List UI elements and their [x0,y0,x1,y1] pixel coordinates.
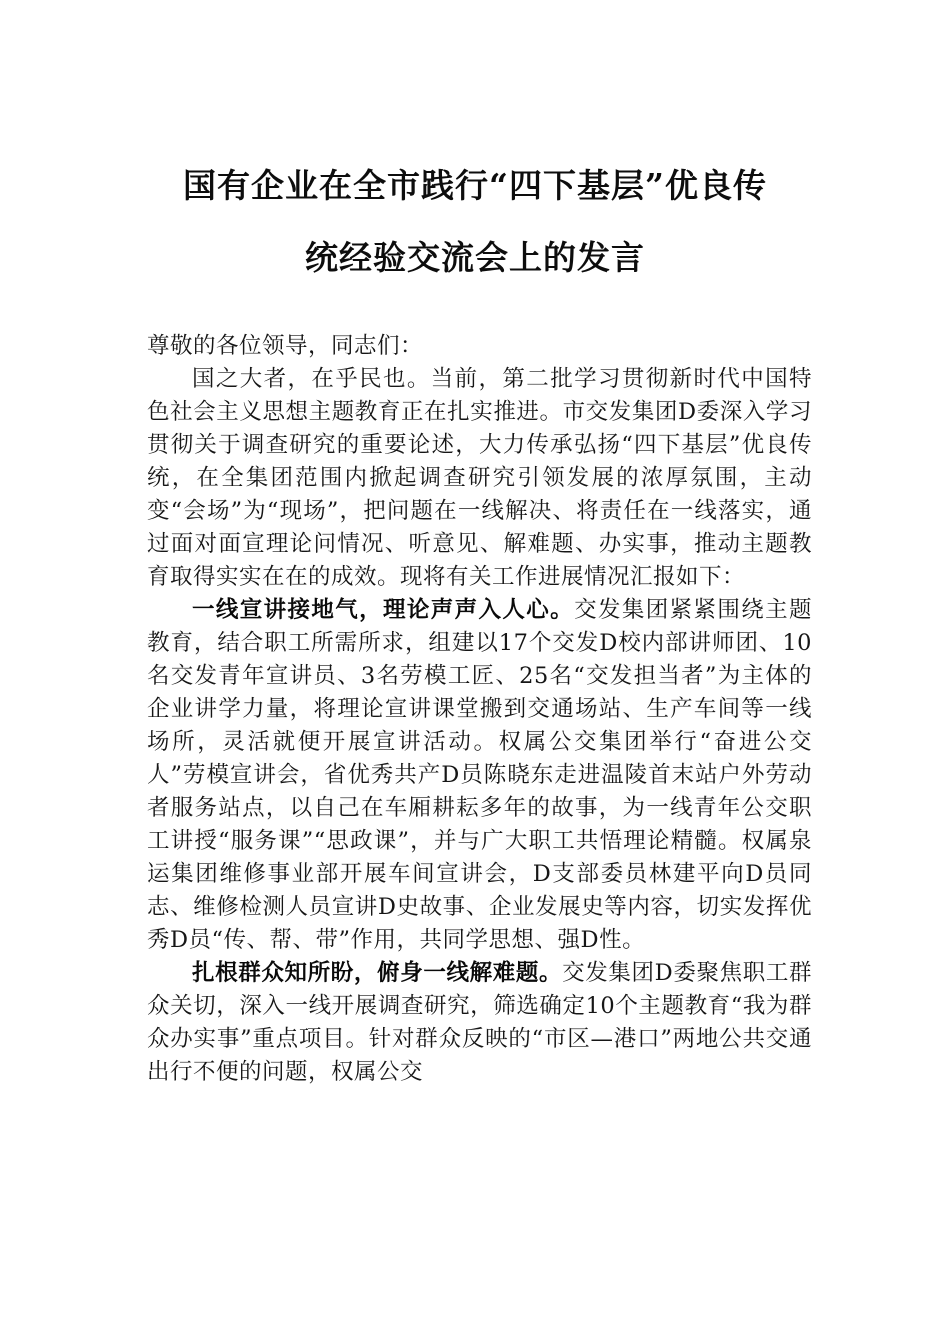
paragraph-grassroots-problems [147,957,812,1089]
paragraph-text: 国之大者，在乎民也。当前，第二批学习贯彻新时代中国特色社会主义思想主题教育正在扎实推进。市交发集团D委深入学习贯彻关于调查研究的重要论述，大力传承弘扬“四下基层”优良传统，在全集团范围内掀起调查研究引领发展的浓厚氛围，主动变“会场”为“现场”，把问题在一线解决、将责任在一线落实，通过面对面宣理论问情况、听意见、解难题、办实事，推动主题教育取得实实在在的成效。现将有关工作进展情况汇报如下： [147,366,812,590]
title-line-1: 国有企业在全市践行“四下基层”优良传 [183,166,767,205]
paragraph-text: 交发集团紧紧围绕主题教育，结合职工所需所求，组建以17个交发D校内部讲师团、10名交发青年宣讲员、3名劳模工匠、25名“交发担当者”为主体的企业讲学力量，将理论宣讲课堂搬到交通场站、生产车间等一线场所，灵活就便开展宣讲活动。权属公交集团举行“奋进公交人”劳模宣讲会，省优秀共产D员陈晓东走进温陵首末站户外劳动者服务站点，以自己在车厢耕耘多年的故事，为一线青年公交职工讲授“服务课”“思政课”，并与广大职工共悟理论精髓。权属泉运集团维修事业部开展车间宣讲会，D支部委员林建平向D员同志、维修检测人员宣讲D史故事、企业发展史等内容，切实发挥优秀D员“传、帮、带”作用，共同学思想、强D性。 [147,597,812,953]
salutation: 尊敬的各位领导，同志们： [147,333,424,359]
paragraph-text: 交发集团D委聚焦职工群众关切，深入一线开展调查研究，筛选确定10个主题教育“我为群众办实事”重点项目。针对群众反映的“市区—港口”两地公共交通出行不便的问题，权属公交 [147,960,812,1085]
document-title [130,150,820,294]
paragraph-intro [147,363,812,594]
title-line-2: 统经验交流会上的发言 [305,238,645,277]
paragraph-lead: 扎根群众知所盼，俯身一线解难题。 [192,960,563,986]
paragraph-lead: 一线宣讲接地气，理论声声入人心。 [192,597,575,623]
document-body [147,330,812,1089]
paragraph-theory-lectures [147,594,812,957]
